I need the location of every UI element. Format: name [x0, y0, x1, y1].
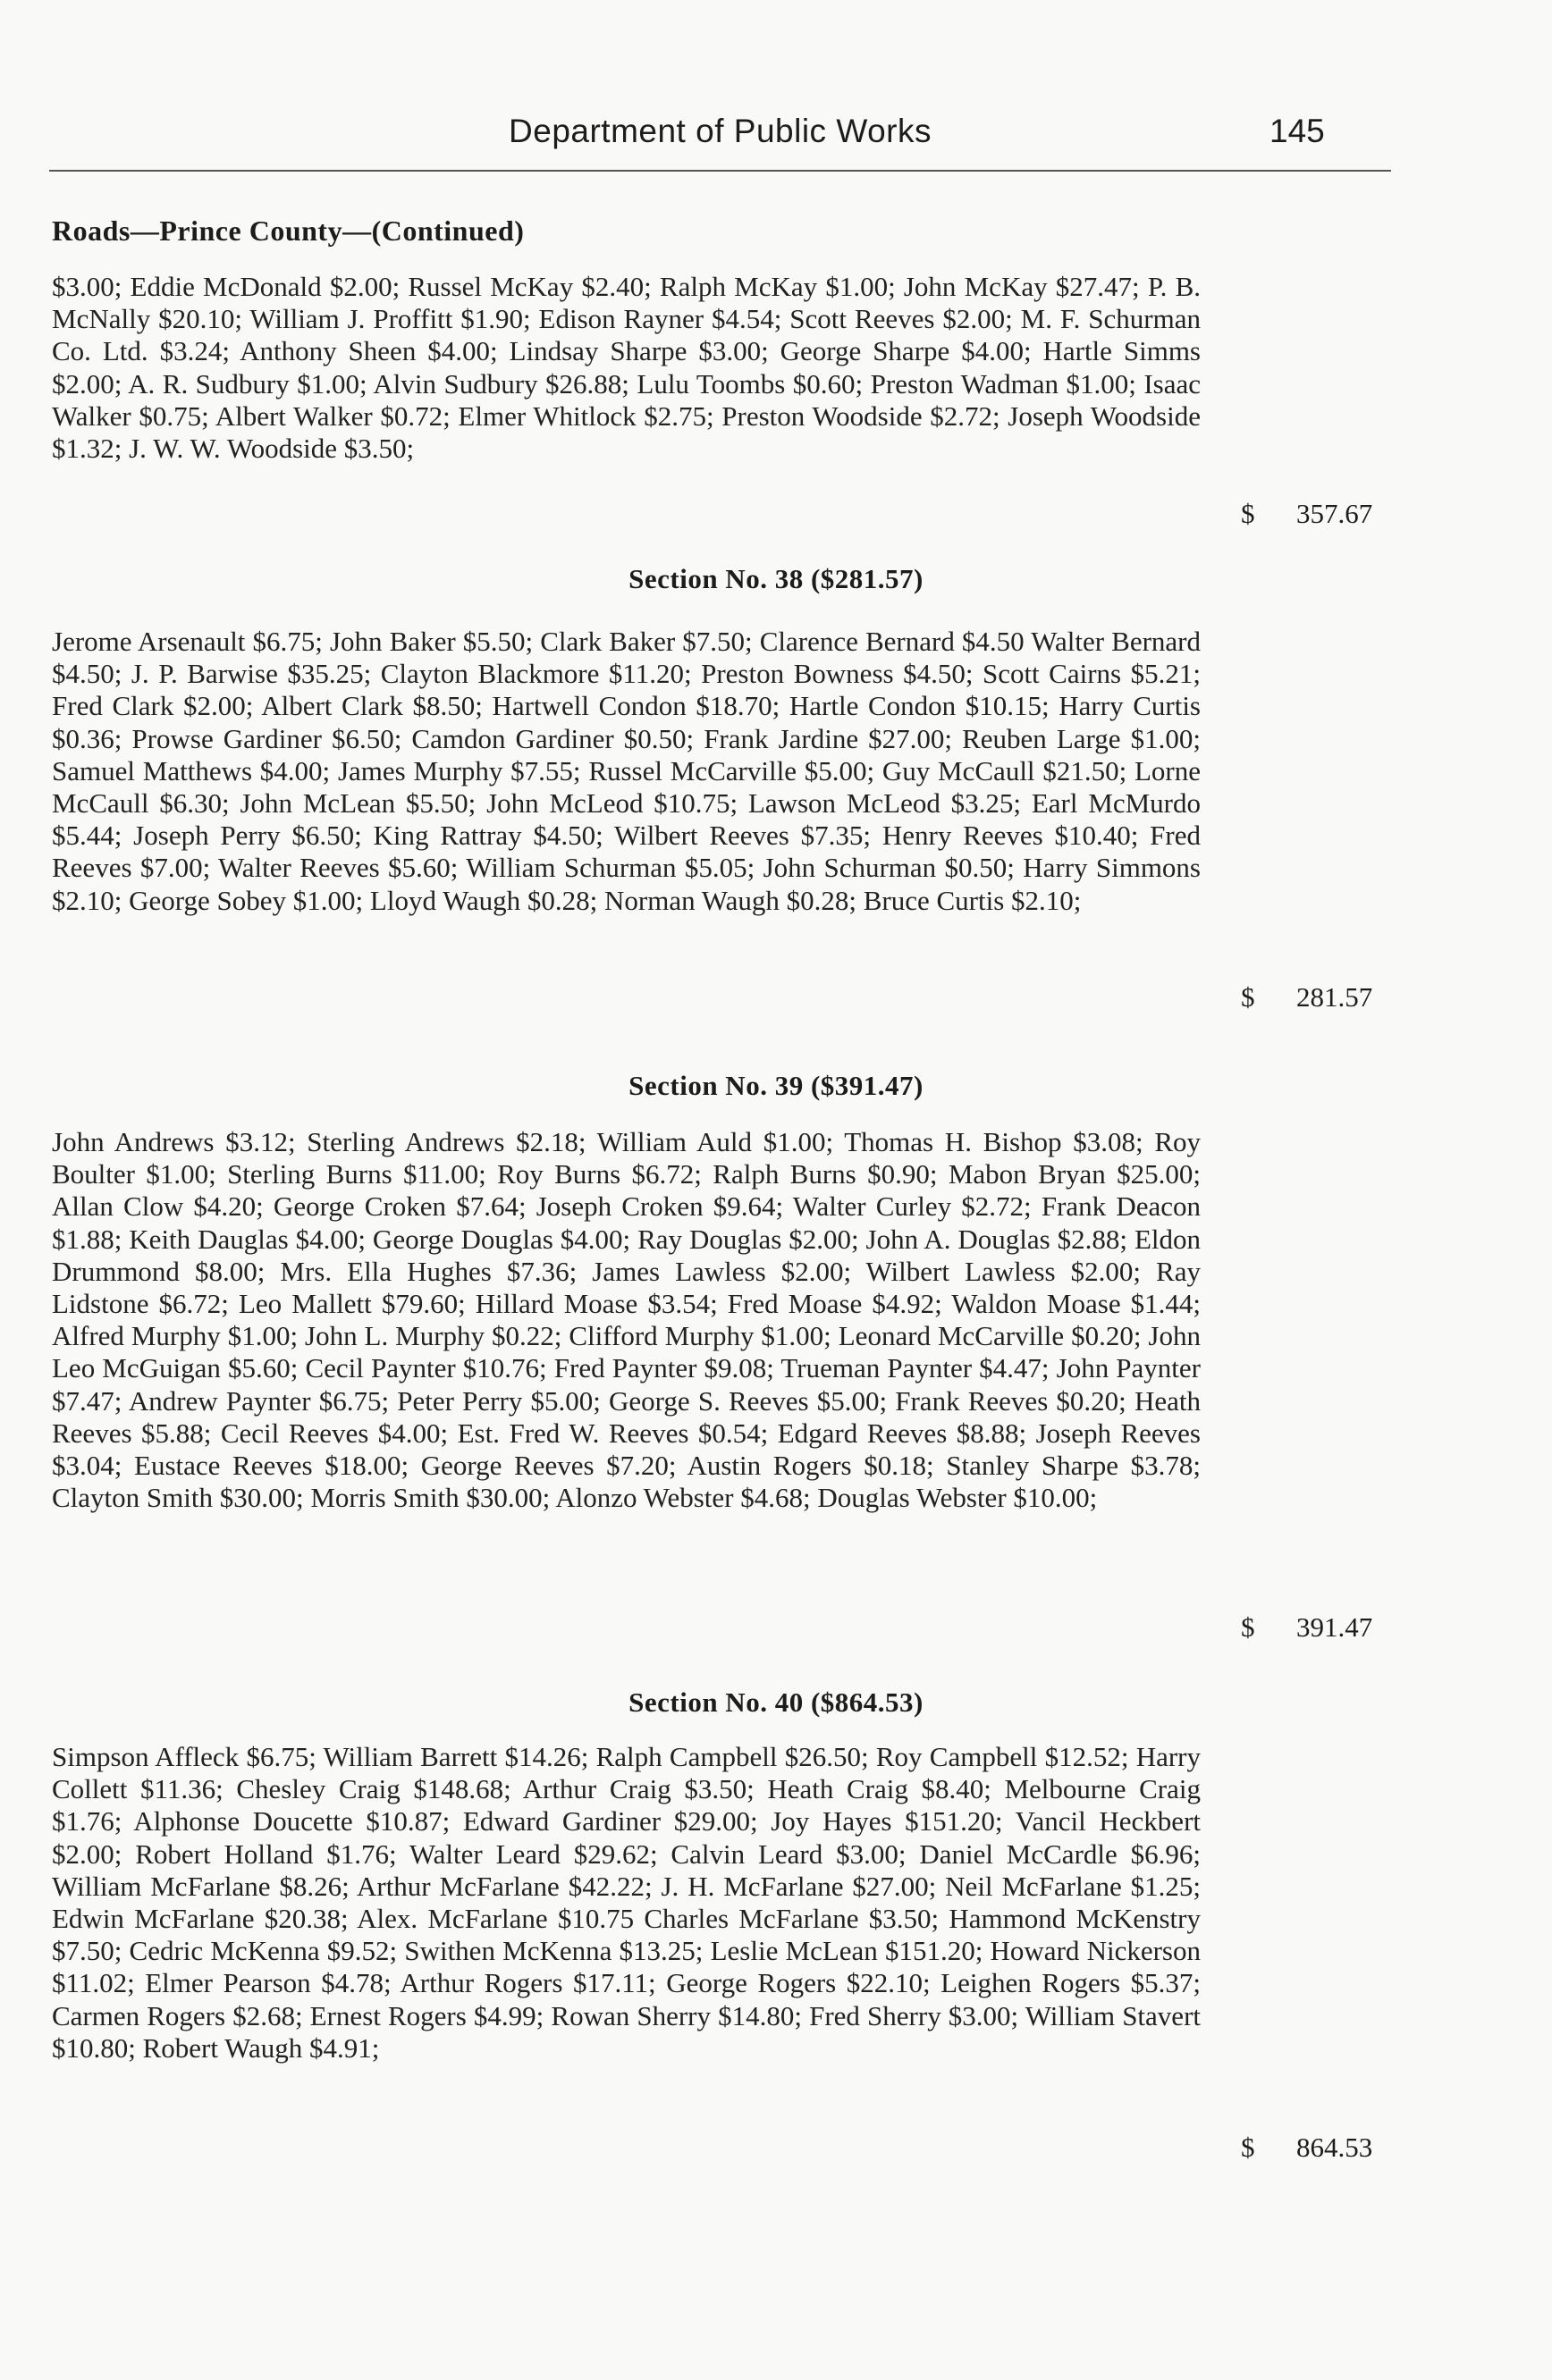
section-total-40: [1241, 2132, 1375, 2164]
section-total-38: [1241, 981, 1375, 1013]
section-body-38: Jerome Arsenault $6.75; John Baker $5.50; Clark Baker $7.50; Clarence Bernard $4.50 Walter Bernard $4.50; J. P. Barwise $35.25; Clayton Blackmore $11.20; Preston Bowness $4.50; Scott Cairns $5.21; Fred Clark $2.00; Albert Clark $8.50; Hartwell Condon $18.70; Hartle Condon $10.15; Harry Curtis $0.36; Prowse Gardiner $6.50; Camdon Gardiner $0.50; Frank Jardine $27.00; Reuben Large $1.00; Samuel Matthews $4.00; James Murphy $7.55; Russel McCarville $5.00; Guy McCaull $21.50; Lorne McCaull $6.30; John McLean $5.50; John McLeod $10.75; Lawson McLeod $3.25; Earl McMurdo $5.44; Joseph Perry $6.50; King Rattray $4.50; Wilbert Reeves $7.35; Henry Reeves $10.40; Fred Reeves $7.00; Walter Reeves $5.60; William Schurman $5.05; John Schurman $0.50; Harry Simmons $2.10; George Sobey $1.00; Lloyd Waugh $0.28; Norman Waugh $0.28; Bruce Curtis $2.10;: [52, 626, 1201, 916]
section-body-39: John Andrews $3.12; Sterling Andrews $2.18; William Auld $1.00; Thomas H. Bishop $3.08; Roy Boulter $1.00; Sterling Burns $11.00; Roy Burns $6.72; Ralph Burns $0.90; Mabon Bryan $25.00; Allan Clow $4.20; George Croken $7.64; Joseph Croken $9.64; Walter Curley $2.72; Frank Deacon $1.88; Keith Dauglas $4.00; George Douglas $4.00; Ray Douglas $2.00; John A. Douglas $2.88; Eldon Drummond $8.00; Mrs. Ella Hughes $7.36; James Lawless $2.00; Wilbert Lawless $2.00; Ray Lidstone $6.72; Leo Mallett $79.60; Hillard Moase $3.54; Fred Moase $4.92; Waldon Moase $1.44; Alfred Murphy $1.00; John L. Murphy $0.22; Clifford Murphy $1.00; Leonard McCarville $0.20; John Leo McGuigan $5.60; Cecil Paynter $10.76; Fred Paynter $9.08; Trueman Paynter $4.47; John Paynter $7.47; Andrew Paynter $6.75; Peter Perry $5.00; George S. Reeves $5.00; Frank Reeves $0.20; Heath Reeves $5.88; Cecil Reeves $4.00; Est. Fred W. Reeves $0.54; Edgard Reeves $8.88; Joseph Reeves $3.04; Eustace Reeves $18.00; George Reeves $7.20; Austin Rogers $0.18; Stanley Sharpe $3.78; Clayton Smith $30.00; Morris Smith $30.00; Alonzo Webster $4.68; Douglas Webster $10.00;: [52, 1126, 1201, 1514]
total-value: 864.53: [1296, 2132, 1373, 2163]
total-value: 391.47: [1296, 1611, 1373, 1643]
section-body-continued: $3.00; Eddie McDonald $2.00; Russel McKay $2.40; Ralph McKay $1.00; John McKay $27.47; P. B. McNally $20.10; William J. Proffitt $1.90; Edison Rayner $4.54; Scott Reeves $2.00; M. F. Schurman Co. Ltd. $3.24; Anthony Sheen $4.00; Lindsay Sharpe $3.00; George Sharpe $4.00; Hartle Simms $2.00; A. R. Sudbury $1.00; Alvin Sudbury $26.88; Lulu Toombs $0.60; Preston Wadman $1.00; Isaac Walker $0.75; Albert Walker $0.72; Elmer Whitlock $2.75; Preston Woodside $2.72; Joseph Woodside $1.32; J. W. W. Woodside $3.50;: [52, 271, 1201, 465]
currency-symbol: $: [1241, 498, 1255, 529]
currency-symbol: $: [1241, 2132, 1255, 2163]
total-value: 281.57: [1296, 981, 1373, 1013]
continued-heading: Roads—Prince County—(Continued): [52, 214, 525, 247]
section-total-39: [1241, 1611, 1375, 1644]
running-header: [49, 105, 1391, 172]
total-value: 357.67: [1296, 498, 1373, 529]
section-heading-39: Section No. 39 ($391.47): [628, 1070, 924, 1101]
section-body-40: Simpson Affleck $6.75; William Barrett $14.26; Ralph Campbell $26.50; Roy Campbell $12.52; Harry Collett $11.36; Chesley Craig $148.68; Arthur Craig $3.50; Heath Craig $8.40; Melbourne Craig $1.76; Alphonse Doucette $10.87; Edward Gardiner $29.00; Joy Hayes $151.20; Vancil Heckbert $2.00; Robert Holland $1.76; Walter Leard $29.62; Calvin Leard $3.00; Daniel McCardle $6.96; William McFarlane $8.26; Arthur McFarlane $42.22; J. H. McFarlane $27.00; Neil McFarlane $1.25; Edwin McFarlane $20.38; Alex. McFarlane $10.75 Charles McFarlane $3.50; Hammond McKenstry $7.50; Cedric McKenna $9.52; Swithen McKenna $13.25; Leslie McLean $151.20; Howard Nickerson $11.02; Elmer Pearson $4.78; Arthur Rogers $17.11; George Rogers $22.10; Leighen Rogers $5.37; Carmen Rogers $2.68; Ernest Rogers $4.99; Rowan Sherry $14.80; Fred Sherry $3.00; William Stavert $10.80; Robert Waugh $4.91;: [52, 1741, 1201, 2064]
section-heading-38: Section No. 38 ($281.57): [628, 563, 924, 594]
section-heading-40: Section No. 40 ($864.53): [628, 1686, 924, 1718]
currency-symbol: $: [1241, 981, 1255, 1013]
currency-symbol: $: [1241, 1611, 1255, 1643]
page-number: 145: [1269, 113, 1325, 149]
section-total-continued: [1241, 498, 1375, 530]
header-title: Department of Public Works: [509, 113, 932, 149]
